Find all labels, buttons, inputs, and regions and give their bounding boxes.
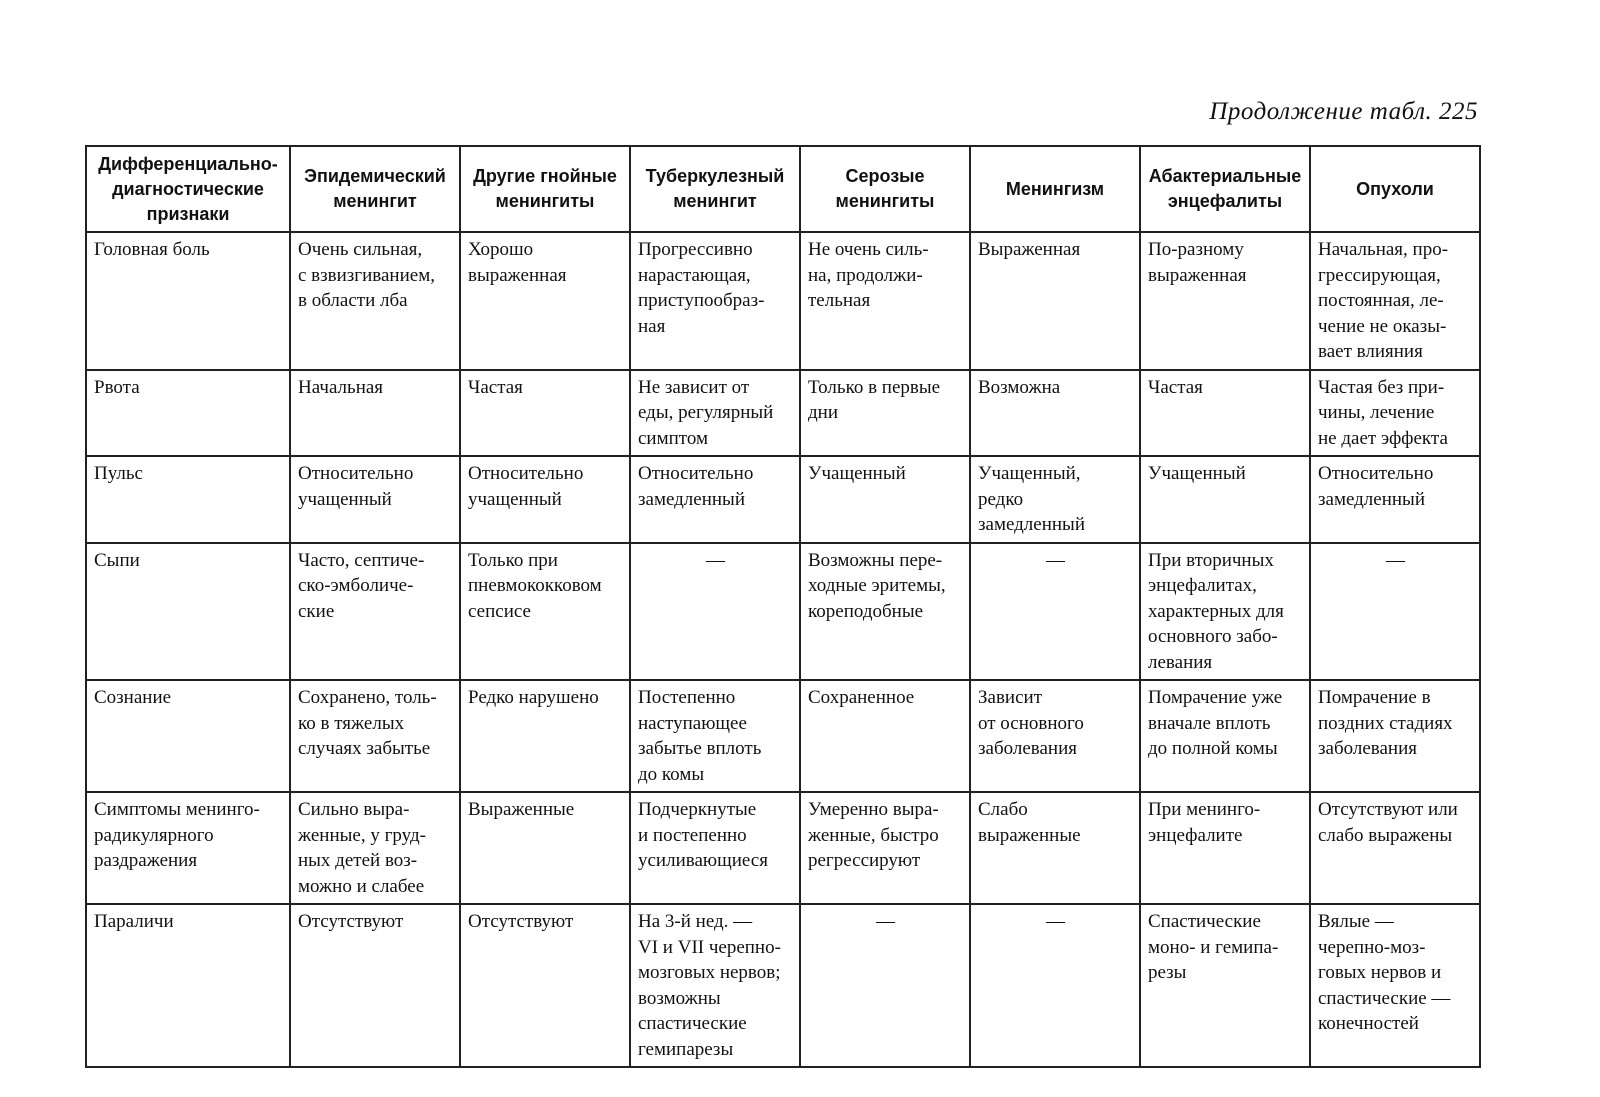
row-label-cell: Сыпи — [86, 543, 290, 681]
table-cell: Относительно замедленный — [1310, 456, 1480, 543]
table-cell: По-разному выраженная — [1140, 232, 1310, 370]
table-cell: Частая без при- чины, лечение не дает эффекта — [1310, 370, 1480, 457]
table-cell: Начальная — [290, 370, 460, 457]
table-cell: Умеренно выра- женные, быстро регрессируют — [800, 792, 970, 904]
table-cell: Сохраненное — [800, 680, 970, 792]
table-body — [86, 232, 1480, 1067]
table-cell: При менинго- энцефалите — [1140, 792, 1310, 904]
table-cell: Часто, септиче- ско-эмболиче- ские — [290, 543, 460, 681]
table-cell: Спастические моно- и гемипа- резы — [1140, 904, 1310, 1067]
table-cell: Только в первые дни — [800, 370, 970, 457]
header-cell-tumors: Опухоли — [1310, 146, 1480, 232]
table-cell: Учащенный — [800, 456, 970, 543]
row-label-cell: Рвота — [86, 370, 290, 457]
row-label-cell: Пульс — [86, 456, 290, 543]
table-cell: Только при пневмококковом сепсисе — [460, 543, 630, 681]
table-cell: Подчеркнутые и постепенно усиливающиеся — [630, 792, 800, 904]
table-cell: Относительно учащенный — [290, 456, 460, 543]
header-cell-epidemic-meningitis: Эпидемический менингит — [290, 146, 460, 232]
table-cell: Выраженные — [460, 792, 630, 904]
table-cell: Не зависит от еды, регулярный симптом — [630, 370, 800, 457]
table-cell: Хорошо выраженная — [460, 232, 630, 370]
header-cell-abacterial-encephalitis: Абактериальные энцефалиты — [1140, 146, 1310, 232]
table-cell: Отсутствуют или слабо выражены — [1310, 792, 1480, 904]
table-caption: Продолжение табл. 225 — [1209, 98, 1478, 125]
table-cell: Не очень силь- на, продолжи- тельная — [800, 232, 970, 370]
table-cell: Выраженная — [970, 232, 1140, 370]
header-cell-serous-meningitis: Серозые менингиты — [800, 146, 970, 232]
table-cell: Постепенно наступающее забытье вплоть до комы — [630, 680, 800, 792]
table-row — [86, 543, 1480, 681]
table-cell: Частая — [460, 370, 630, 457]
table-cell: Помрачение уже вначале вплоть до полной комы — [1140, 680, 1310, 792]
table-header-row — [86, 146, 1480, 232]
table-cell: На 3-й нед. — VI и VII черепно- мозговых нервов; возможны спастические гемипарезы — [630, 904, 800, 1067]
table-cell: Относительно учащенный — [460, 456, 630, 543]
header-cell-other-purulent-meningitis: Другие гнойные менингиты — [460, 146, 630, 232]
table-cell: Возможны пере- ходные эритемы, кореподобные — [800, 543, 970, 681]
table-cell: — — [800, 904, 970, 1067]
header-cell-meningism: Менингизм — [970, 146, 1140, 232]
table-row — [86, 904, 1480, 1067]
table-cell: Отсутствуют — [460, 904, 630, 1067]
differential-diagnosis-table — [85, 145, 1481, 1068]
table-cell: Очень сильная, с взвизгиванием, в области лба — [290, 232, 460, 370]
row-label-cell: Головная боль — [86, 232, 290, 370]
table-row — [86, 792, 1480, 904]
table-cell: При вторичных энцефалитах, характерных для основного забо- левания — [1140, 543, 1310, 681]
header-cell-tuberculous-meningitis: Туберкулезный менингит — [630, 146, 800, 232]
table-cell: Помрачение в поздних стадиях заболевания — [1310, 680, 1480, 792]
table-cell: Учащенный, редко замедленный — [970, 456, 1140, 543]
table-cell: Учащенный — [1140, 456, 1310, 543]
table-cell: Сильно выра- женные, у груд- ных детей воз- можно и слабее — [290, 792, 460, 904]
table-cell: — — [970, 904, 1140, 1067]
table-row — [86, 232, 1480, 370]
table-cell: Возможна — [970, 370, 1140, 457]
table-cell: Слабо выраженные — [970, 792, 1140, 904]
table-cell: Редко нарушено — [460, 680, 630, 792]
table-cell: Относительно замедленный — [630, 456, 800, 543]
table-row — [86, 370, 1480, 457]
table-cell: Начальная, про- грессирующая, постоянная, ле- чение не оказы- вает влияния — [1310, 232, 1480, 370]
row-label-cell: Сознание — [86, 680, 290, 792]
table-cell: Частая — [1140, 370, 1310, 457]
row-label-cell: Параличи — [86, 904, 290, 1067]
table-row — [86, 680, 1480, 792]
table-row — [86, 456, 1480, 543]
table-cell: — — [1310, 543, 1480, 681]
table-cell: Сохранено, толь- ко в тяжелых случаях забытье — [290, 680, 460, 792]
table-cell: Вялые — черепно-моз- говых нервов и спастические — конечностей — [1310, 904, 1480, 1067]
table-cell: Зависит от основного заболевания — [970, 680, 1140, 792]
table-cell: Отсутствуют — [290, 904, 460, 1067]
header-cell-signs: Дифференциально- диагностические признаки — [86, 146, 290, 232]
table-cell: — — [630, 543, 800, 681]
table-cell: Прогрессивно нарастающая, приступообраз- ная — [630, 232, 800, 370]
row-label-cell: Симптомы менинго- радикулярного раздражения — [86, 792, 290, 904]
table-cell: — — [970, 543, 1140, 681]
